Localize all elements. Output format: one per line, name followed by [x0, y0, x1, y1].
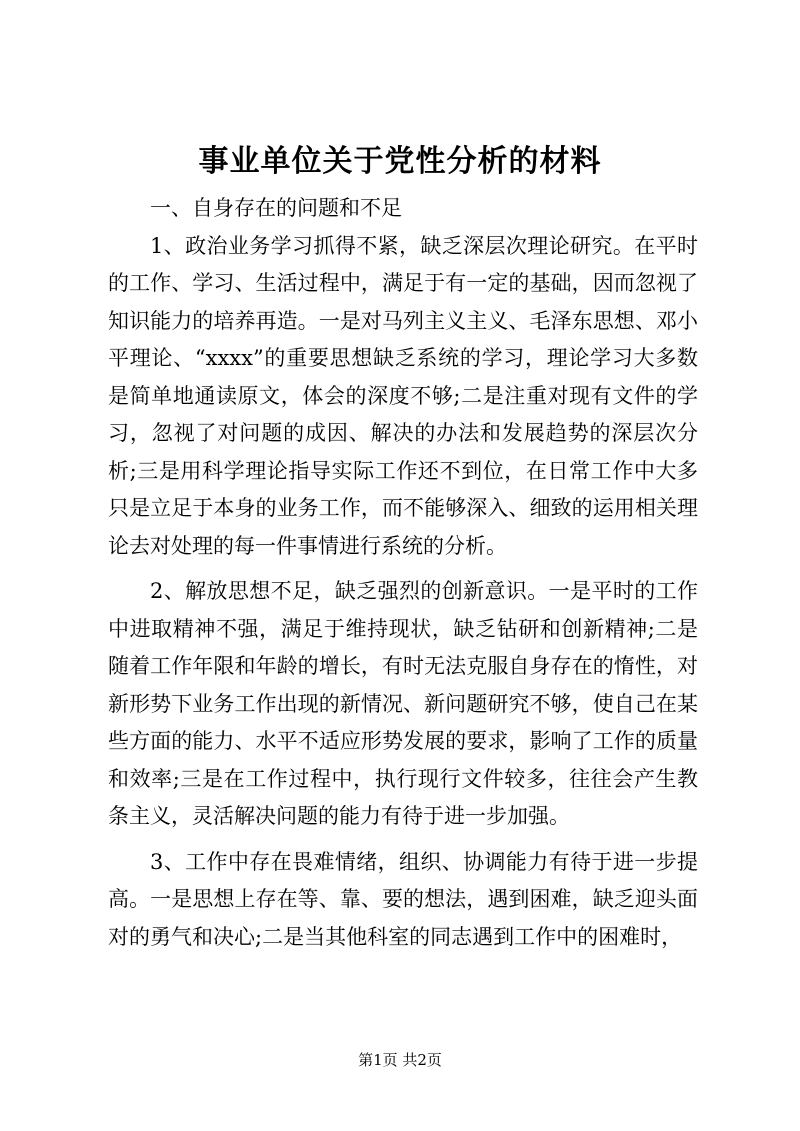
document-body [108, 190, 698, 964]
page-footer: 第1页 共2页 [358, 1051, 442, 1069]
paragraph-3: 3、工作中存在畏难情绪，组织、协调能力有待于进一步提高。一是思想上存在等、靠、要的想法，遇到困难，缺乏迎头面对的勇气和决心;二是当其他科室的同志遇到工作中的困难时， [108, 849, 698, 949]
paragraph-2: 2、解放思想不足，缺乏强烈的创新意识。一是平时的工作中进取精神不强，满足于维持现状，缺乏钻研和创新精神;二是随着工作年限和年龄的增长，有时无法克服自身存在的惰性，对新形势下业务工作出现的新情况、新问题研究不够，使自己在某些方面的能力、水平不适应形势发展的要求，影响了工作的质量和效率;三是在工作过程中，执行现行文件较多，往往会产生教条主义，灵活解决问题的能力有待于进一步加强。 [108, 579, 698, 828]
paragraph-1: 1、政治业务学习抓得不紧，缺乏深层次理论研究。在平时的工作、学习、生活过程中，满足于有一定的基础，因而忽视了知识能力的培养再造。一是对马列主义主义、毛泽东思想、邓小平理论、“xxxx”的重要思想缺乏系统的学习，理论学习大多数是简单地通读原文，体会的深度不够;二是注重对现有文件的学习，忽视了对问题的成因、解决的办法和发展趋势的深层次分析;三是用科学理论指导实际工作还不到位，在日常工作中大多只是立足于本身的业务工作，而不能够深入、细致的运用相关理论去对处理的每一件事情进行系统的分析。 [108, 233, 698, 558]
section-heading: 一、自身存在的问题和不足 [150, 196, 402, 220]
document-title: 事业单位关于党性分析的材料 [198, 144, 602, 179]
